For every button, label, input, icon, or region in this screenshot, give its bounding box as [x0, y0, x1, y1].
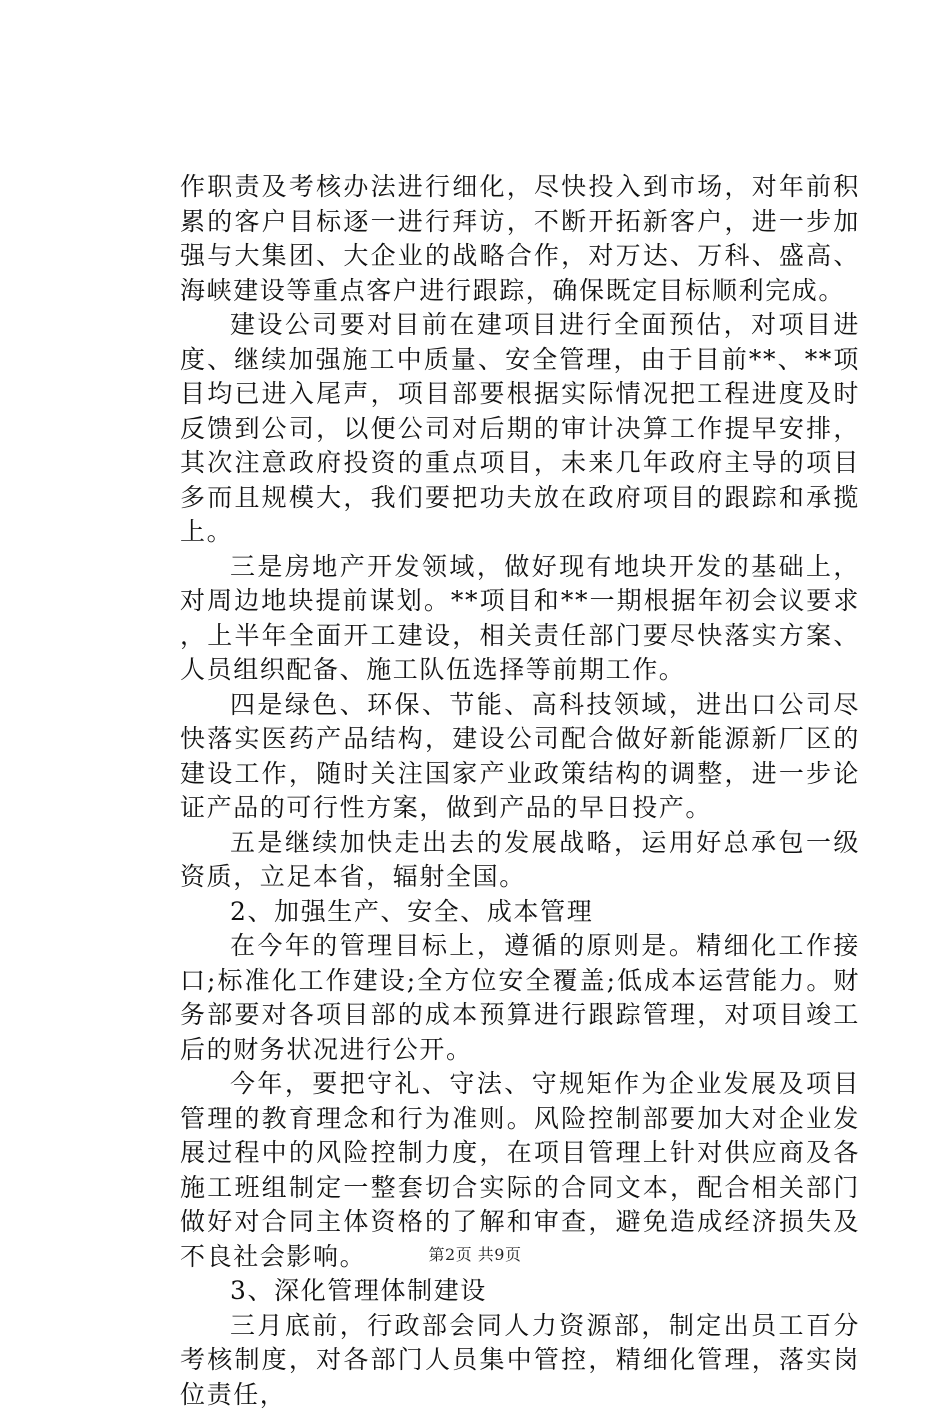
paragraph-4: 四是绿色、环保、节能、高科技领域，进出口公司尽快落实医药产品结构，建设公司配合做好新能源新厂区的建设工作，随时关注国家产业政策结构的调整，进一步论证产品的可行性方案，做到产品的早日投产。	[180, 688, 860, 826]
paragraph-8: 今年，要把守礼、守法、守规矩作为企业发展及项目管理的教育理念和行为准则。风险控制部要加大对企业发展过程中的风险控制力度，在项目管理上针对供应商及各施工班组制定一整套切合实际的合同文本，配合相关部门做好对合同主体资格的了解和审查，避免造成经济损失及不良社会影响。	[180, 1067, 860, 1274]
document-body	[180, 170, 860, 1412]
page-number-footer: 第2页 共9页	[0, 1242, 950, 1265]
paragraph-5: 五是继续加快走出去的发展战略，运用好总承包一级资质，立足本省，辐射全国。	[180, 826, 860, 895]
paragraph-1: 作职责及考核办法进行细化，尽快投入到市场，对年前积累的客户目标逐一进行拜访，不断开拓新客户，进一步加强与大集团、大企业的战略合作，对万达、万科、盛高、海峡建设等重点客户进行跟踪，确保既定目标顺利完成。	[180, 170, 860, 308]
paragraph-3: 三是房地产开发领域，做好现有地块开发的基础上，对周边地块提前谋划。**项目和**一期根据年初会议要求，上半年全面开工建设，相关责任部门要尽快落实方案、人员组织配备、施工队伍选择等前期工作。	[180, 550, 860, 688]
paragraph-10: 三月底前，行政部会同人力资源部，制定出员工百分考核制度，对各部门人员集中管控，精细化管理，落实岗位责任，	[180, 1309, 860, 1412]
paragraph-2: 建设公司要对目前在建项目进行全面预估，对项目进度、继续加强施工中质量、安全管理，由于目前**、**项目均已进入尾声，项目部要根据实际情况把工程进度及时反馈到公司，以便公司对后期的审计决算工作提早安排，其次注意政府投资的重点项目，未来几年政府主导的项目多而且规模大，我们要把功夫放在政府项目的跟踪和承揽上。	[180, 308, 860, 550]
section-heading-2: 2、加强生产、安全、成本管理	[180, 895, 860, 930]
paragraph-7: 在今年的管理目标上，遵循的原则是。精细化工作接口;标准化工作建设;全方位安全覆盖;低成本运营能力。财务部要对各项目部的成本预算进行跟踪管理，对项目竣工后的财务状况进行公开。	[180, 929, 860, 1067]
section-heading-3: 3、深化管理体制建设	[180, 1274, 860, 1309]
